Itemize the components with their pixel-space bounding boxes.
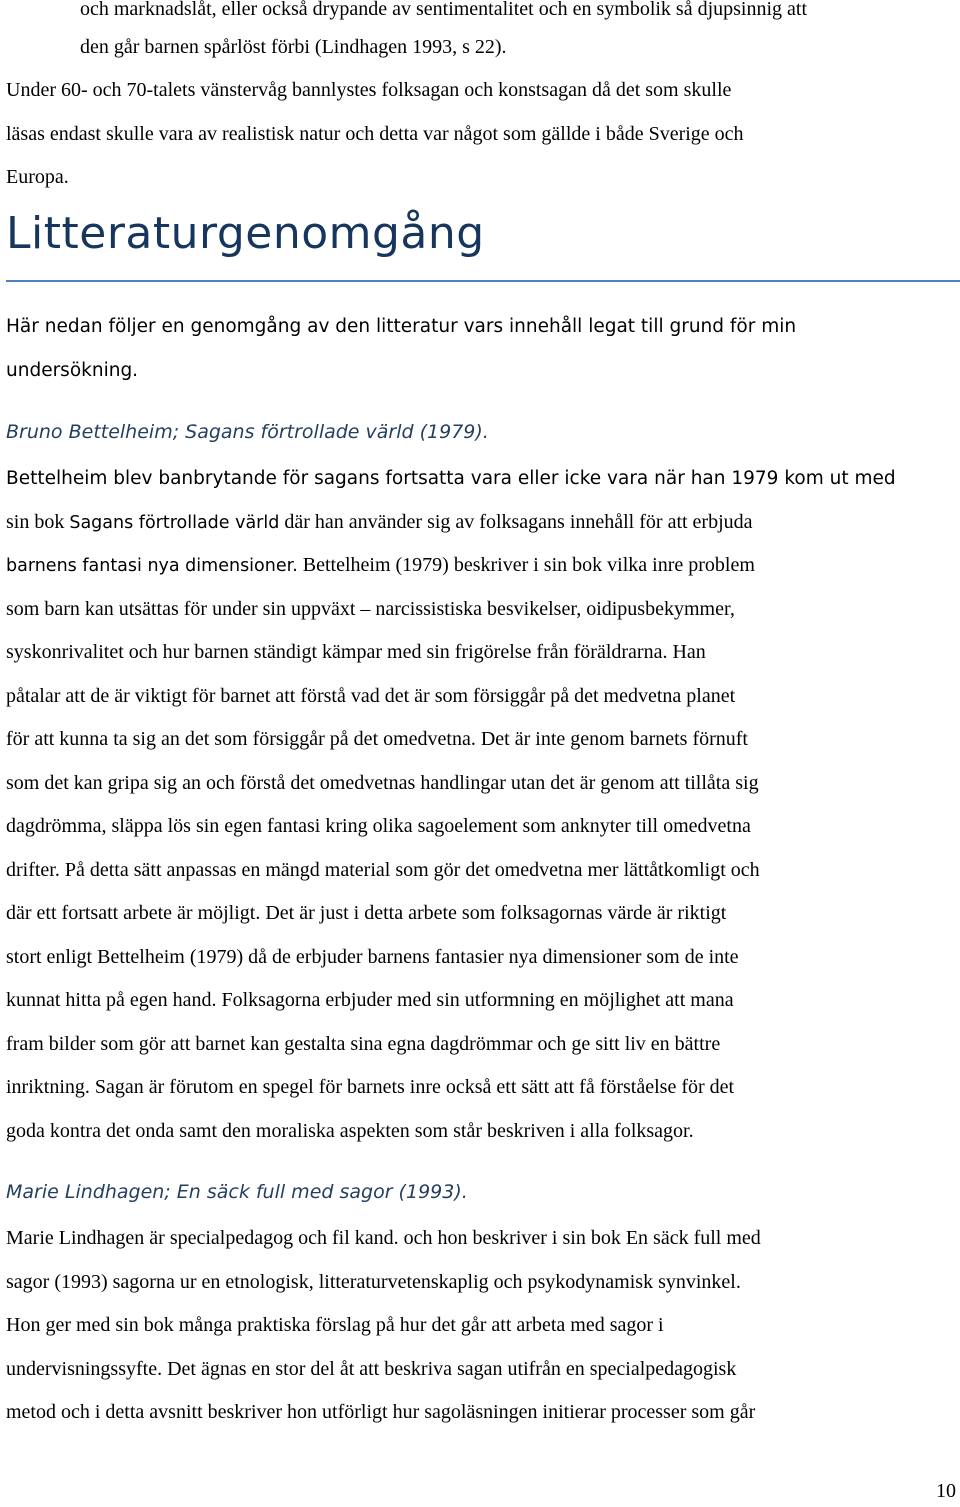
- text-line: undervisningssyfte. Det ägnas en stor del åt att beskriva sagan utifrån en specialpedagogisk: [6, 1357, 737, 1380]
- bettelheim-paragraph: [6, 457, 896, 1153]
- book-title: Sagans förtrollade värld: [69, 512, 280, 533]
- text-line: inriktning. Sagan är förutom en spegel för barnets inre också ett sätt att få förståelse för det: [6, 1076, 735, 1098]
- subsection-title-bettelheim: Bruno Bettelheim; Sagans förtrollade värld (1979).: [6, 421, 489, 443]
- text-line: goda kontra det onda samt den moraliska aspekten som står beskriven i alla folksagor.: [6, 1119, 694, 1142]
- text-line: och marknadslåt, eller också drypande av sentimentalitet och en symbolik så djupsinnig att: [80, 0, 808, 20]
- lindhagen-paragraph: [6, 1217, 761, 1435]
- intro-paragraph: [6, 69, 744, 200]
- text-line: läsas endast skulle vara av realistisk natur och detta var något som gällde i både Sverige och: [6, 122, 744, 145]
- text-line: sagor (1993) sagorna ur en etnologisk, litteraturvetenskaplig och psykodynamisk synvinkel.: [6, 1270, 741, 1293]
- text-line: syskonrivalitet och hur barnen ständigt kämpar med sin frigörelse från föräldrarna. Han: [6, 641, 706, 663]
- text-line: påtalar att de är viktigt för barnet att förstå vad det är som försiggår på det medvetna planet: [6, 684, 736, 707]
- text-line: [6, 544, 896, 588]
- text-line: som barn kan utsättas för under sin uppväxt – narcissistiska besvikelser, oidipusbekymmer,: [6, 597, 735, 620]
- text-line: Bettelheim blev banbrytande för sagans fortsatta vara eller icke vara när han 1979 kom ut med: [6, 468, 896, 489]
- text-line: metod och i detta avsnitt beskriver hon utförligt hur sagoläsningen initierar processer som går: [6, 1401, 756, 1423]
- text-fragment: Bettelheim (1979) beskriver i sin bok vilka inre problem: [297, 554, 755, 576]
- continuation-paragraph: [80, 0, 807, 66]
- page-number: 10: [936, 1480, 956, 1502]
- text-line: [6, 501, 896, 545]
- text-line: där ett fortsatt arbete är möjligt. Det är just i detta arbete som folksagornas värde är riktigt: [6, 902, 727, 924]
- text-fragment: barnens fantasi nya dimensioner.: [6, 556, 298, 576]
- text-line: Under 60- och 70-talets vänstervåg bannlystes folksagan och konstsagan då det som skulle: [6, 79, 732, 101]
- heading-underline: [6, 280, 960, 282]
- text-line: Här nedan följer en genomgång av den litteratur vars innehåll legat till grund för min: [6, 316, 797, 337]
- text-fragment: sin bok: [6, 510, 70, 533]
- text-line: för att kunna ta sig an det som försiggår på det omedvetna. Det är inte genom barnets förnuft: [6, 728, 748, 750]
- text-line: den går barnen spårlöst förbi (Lindhagen 1993, s 22).: [80, 36, 507, 58]
- text-line: Hon ger med sin bok många praktiska förslag på hur det går att arbeta med sagor i: [6, 1314, 664, 1336]
- subsection-title-lindhagen: Marie Lindhagen; En säck full med sagor (1993).: [6, 1181, 468, 1203]
- text-line: som det kan gripa sig an och förstå det omedvetnas handlingar utan det är genom att tillåta sig: [6, 771, 759, 794]
- text-fragment: där han använder sig av folksagans innehåll för att erbjuda: [279, 510, 753, 533]
- text-line: fram bilder som gör att barnet kan gestalta sina egna dagdrömmar och ge sitt liv en bättre: [6, 1032, 721, 1055]
- text-line: Marie Lindhagen är specialpedagog och fil kand. och hon beskriver i sin bok En säck full med: [6, 1227, 761, 1249]
- section-heading: Litteraturgenomgång: [6, 208, 485, 259]
- text-line: dagdrömma, släppa lös sin egen fantasi kring olika sagoelement som anknyter till omedvetna: [6, 815, 751, 837]
- text-line: drifter. På detta sätt anpassas en mängd material som gör det omedvetna mer lättåtkomligt och: [6, 858, 760, 881]
- text-line: kunnat hitta på egen hand. Folksagorna erbjuder med sin utformning en möjlighet att mana: [6, 989, 734, 1011]
- text-line: stort enligt Bettelheim (1979) då de erbjuder barnens fantasier nya dimensioner som de inte: [6, 945, 739, 968]
- text-line: Europa.: [6, 166, 69, 188]
- lead-paragraph: [6, 305, 796, 392]
- text-line: undersökning.: [6, 359, 139, 381]
